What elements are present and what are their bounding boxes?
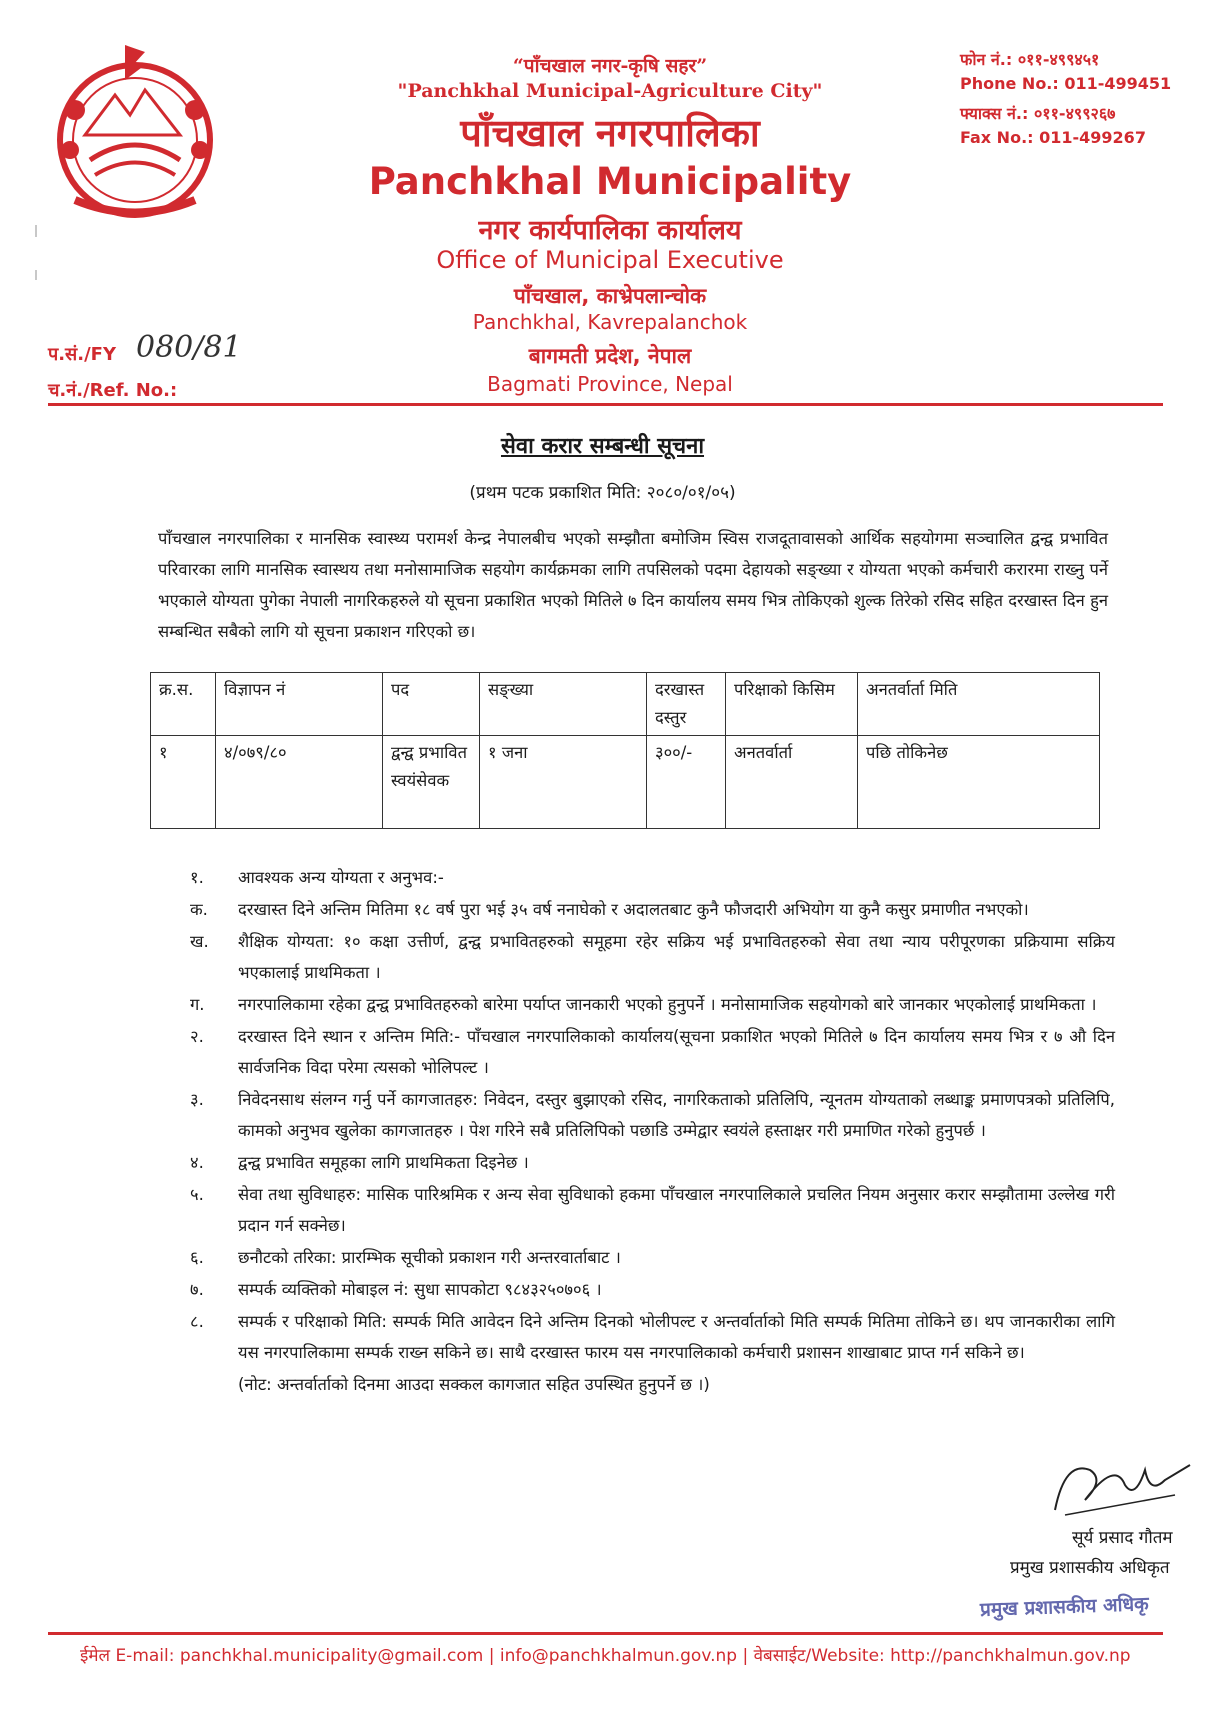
scan-mark [35,225,37,237]
list-text: छनौटको तरिका: प्रारम्भिक सूचीको प्रकाशन गरी अन्तरवार्ताबाट । [238,1248,621,1267]
list-text: नगरपालिकामा रहेका द्वन्द्व प्रभावितहरुको बारेमा पर्याप्त जानकारी भएको हुनुपर्ने । मनोसामाजिक सहयोगको बारे जानकार भएकोलाई प्राथमिकता । [238,995,1097,1014]
list-text: शैक्षिक योग्यता: १० कक्षा उत्तीर्ण, द्वन्द्व प्रभावितहरुको समूहमा रहेर सक्रिय भई प्रभावितहरुको सेवा तथा न्याय परीपूरणका प्रक्रियामा सक्रिय भएकालाई प्राथमिकता । [238,932,1115,982]
list-text: दरखास्त दिने अन्तिम मितिमा १८ वर्ष पुरा भई ३५ वर्ष ननाघेको र अदालतबाट कुनै फौजदारी अभियोग या कुनै कसुर प्रमाणीत नभएको। [238,900,1029,919]
office-name-english: Office of Municipal Executive [436,246,784,274]
fiscal-year-value: 080/81 [136,330,242,365]
phone-english: Phone No.: 011-499451 [960,74,1172,93]
table-header-cell: दरखास्त दस्तुर [647,673,726,736]
list-marker: ८. [190,1312,204,1331]
table-header-row [151,673,1100,736]
province-english: Bagmati Province, Nepal [487,372,733,396]
list-item [190,1084,1115,1146]
fiscal-year-label: प.सं./FY [48,344,116,365]
notice-title: सेवा करार सम्बन्धी सूचना [500,434,705,459]
list-item [190,1306,1115,1368]
list-item [190,1179,1115,1241]
office-stamp: प्रमुख प्रशासकीय अधिकृ [979,1593,1150,1621]
list-item [190,862,1115,893]
list-marker: १. [190,868,204,887]
list-item [190,1021,1115,1083]
list-marker [190,1369,238,1400]
municipality-name-nepali: पाँचखाल नगरपालिका [460,111,760,155]
table-header-cell: विज्ञापन नं [216,673,383,736]
list-marker: ग. [190,995,205,1014]
footer-contact: ईमेल E-mail: panchkhal.municipality@gmail.com | info@panchkhalmun.gov.np | वेबसाईट/Website: http://panchkhalmun.gov.np [80,1646,1131,1666]
scan-mark [35,270,37,280]
list-text: सेवा तथा सुविधाहरु: मासिक पारिश्रमिक र अन्य सेवा सुविधाको हकमा पाँचखाल नगरपालिकाले प्रचलित नियम अनुसार करार सम्झौतामा उल्लेख गरी प्रदान गर्न सक्नेछ। [238,1185,1115,1235]
signatory-name: सूर्य प्रसाद गौतम [1072,1528,1173,1548]
table-header-cell: सङ्ख्या [480,673,647,736]
address-english: Panchkhal, Kavrepalanchok [472,310,748,334]
header-divider [48,403,1163,406]
list-item [190,1147,1115,1178]
vacancy-table [150,672,1100,829]
phone-nepali: फोन नं.: ०११-४९९४५१ [960,50,1100,69]
slogan-english: "Panchkhal Municipal-Agriculture City" [397,80,823,102]
municipality-emblem-icon [45,40,225,225]
list-item [190,894,1115,925]
list-marker: २. [190,1027,204,1046]
list-marker: ५. [190,1185,204,1204]
table-header-cell: परिक्षाको किसिम [726,673,858,736]
list-marker: ६. [190,1248,204,1267]
table-row [151,736,1100,829]
list-marker: ख. [190,932,209,951]
fax-nepali: फ्याक्स नं.: ०११-४९९२६७ [960,104,1116,123]
signatory-title: प्रमुख प्रशासकीय अधिकृत [1010,1558,1170,1578]
list-marker: ४. [190,1153,204,1172]
table-cell: अनतर्वार्ता [726,736,858,829]
table-cell: द्वन्द्व प्रभावित स्वयंसेवक [383,736,480,829]
list-text: सम्पर्क र परिक्षाको मिति: सम्पर्क मिति आवेदन दिने अन्तिम दिनको भोलीपल्ट र अन्तर्वार्ताको मिति सम्पर्क मितिमा तोकिने छ। थप जानकारीका लागि यस नगरपालिकामा सम्पर्क राख्न सकिने छ। साथै दरखास्त फारम यस नगरपालिकाको कर्मचारी प्रशासन शाखाबाट प्राप्त गर्न सकिने छ। [238,1312,1115,1362]
table-header-cell: पद [383,673,480,736]
list-marker: ७. [190,1280,204,1299]
table-header-cell: अनतर्वार्ता मिति [858,673,1100,736]
notice-date: (प्रथम पटक प्रकाशित मिति: २०८०/०१/०५) [469,483,736,503]
list-text: द्वन्द्व प्रभावित समूहका लागि प्राथमिकता दिइनेछ । [238,1153,529,1172]
list-item [190,1274,1115,1305]
table-cell: १ [151,736,216,829]
table-cell: ४/०७९/८० [216,736,383,829]
table-header-cell: क्र.स. [151,673,216,736]
requirements-list [190,862,1115,1401]
list-item [190,926,1115,988]
list-text: दरखास्त दिने स्थान र अन्तिम मिति:- पाँचखाल नगरपालिकाको कार्यालय(सूचना प्रकाशित भएको मितिले ७ दिन कार्यालय समय भित्र र ७ औ दिन सार्वजनिक विदा परेमा त्यसको भोलिपल्ट । [238,1027,1115,1077]
list-marker: क. [190,900,208,919]
reference-number-label: च.नं./Ref. No.: [48,380,178,401]
list-text: निवेदनसाथ संलग्न गर्नु पर्ने कागजातहरु: निवेदन, दस्तुर बुझाएको रसिद, नागरिकताको प्रतिलिपि, न्यूनतम योग्यताको लब्धाङ्क प्रमाणपत्रको प्रतिलिपि, कामको अनुभव खुलेका कागजातहरु । पेश गरिने सबै प्रतिलिपिको पछाडि उम्मेद्वार स्वयंले हस्ताक्षर गरी प्रमाणित गरेको हुनुपर्छ । [238,1090,1115,1140]
list-item [190,1242,1115,1273]
table-cell: ३००/- [647,736,726,829]
fax-english: Fax No.: 011-499267 [960,128,1146,147]
list-item [190,989,1115,1020]
municipality-name-english: Panchkhal Municipality [368,160,852,203]
list-item [190,1369,1115,1400]
office-name-nepali: नगर कार्यपालिका कार्यालय [478,215,742,246]
list-text: सम्पर्क व्यक्तिको मोबाइल नं: सुधा सापकोटा ९८४३२५०७०६ । [238,1280,602,1299]
province-nepali: बागमती प्रदेश, नेपाल [528,344,692,368]
signature-icon [1045,1440,1195,1525]
list-marker: ३. [190,1090,204,1109]
table-cell: पछि तोकिनेछ [858,736,1100,829]
address-nepali: पाँचखाल, काभ्रेपलान्चोक [513,284,707,308]
notice-intro: पाँचखाल नगरपालिका र मानसिक स्वास्थ्य परामर्श केन्द्र नेपालबीच भएको सम्झौता बमोजिम स्विस राजदूतावासको आर्थिक सहयोगमा सञ्चालित द्वन्द्व प्रभावित परिवारका लागि मानसिक स्वास्थय तथा मनोसामाजिक सहयोग कार्यक्रमका लागि तपसिलको पदमा देहायको सङ्ख्या र योग्यता भएको कर्मचारी करारमा राख्नु पर्ने भएकाले योग्यता पुगेका नेपाली नागरिकहरुले यो सूचना प्रकाशित भएको मितिले ७ दिन कार्यालय समय भित्र तोकिएको शुल्क तिरेको रसिद सहित दरखास्त दिन हुन सम्बन्धित सबैको लागि यो सूचना प्रकाशन गरिएको छ। [158,529,1108,641]
footer-divider [48,1632,1163,1635]
table-cell: १ जना [480,736,647,829]
list-text: आवश्यक अन्य योग्यता र अनुभव:- [238,868,444,887]
slogan-nepali: “पाँचखाल नगर-कृषि सहर” [512,55,708,77]
list-text: (नोट: अन्तर्वार्ताको दिनमा आउदा सक्कल कागजात सहित उपस्थित हुनुपर्ने छ ।) [238,1375,710,1394]
